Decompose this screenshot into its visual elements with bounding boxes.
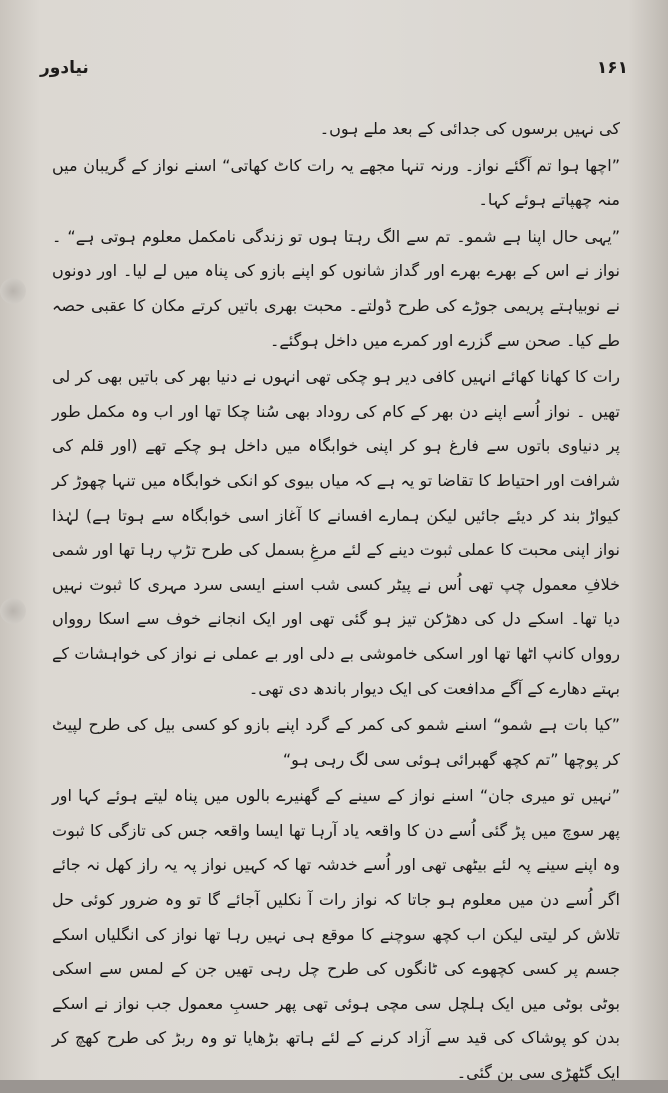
paragraph: ”نہیں تو میری جان“ اسنے نواز کے سینے کے گھنیرے بالوں میں پناہ لیتے ہوئے کہا اور پھر سوچ میں پڑ گئی اُسے دن کا واقعہ یاد آرہا تھا ایسا واقعہ جس کی تازگی کا ثبوت وہ اپنے سینے پہ لئے بیٹھی تھی اور اُسے خدشہ تھا کہ کہیں نواز پہ یہ راز کھل نہ جائے اگر اُسے دن میں معلوم ہو جاتا کہ نواز رات آ نکلیں آجائے گا تو وہ ضرور کوئی حل تلاش کر لیتی لیکن اب کچھ سوچنے کا موقع ہی نہیں رہا تھا نواز کی انگلیاں اسکے جسم پر کسی کچھوے کی ٹانگوں کی طرح چل رہی تھیں جن کے لمس سے اسکی بوٹی بوٹی میں ایک ہلچل سی مچی ہوئی تھی پھر حسبِ معمول جب نواز نے اسکے بدن کو پوشاک کی قید سے آزاد کرنے کے لئے ہاتھ بڑھایا تو وہ ربڑ کی طرح کھچ کر ایک گٹھڑی سی بن گئی۔	[52, 786, 620, 1083]
binding-hole	[0, 278, 26, 304]
binding-hole	[0, 598, 26, 624]
paragraph: ”اچھا ہوا تم آگئے نواز۔ ورنہ تنہا مجھے یہ رات کاٹ کھاتی“ اسنے نواز کے گریبان میں منہ چھپاتے ہوئے کہا۔	[52, 155, 620, 210]
magazine-title: نیادور	[40, 58, 89, 78]
paragraph: ”کیا بات ہے شمو“ اسنے شمو کی کمر کے گرد اپنے بازو کو کسی بیل کی طرح لپیٹ کر پوچھا ”تم کچھ گھبرائی ہوئی سی لگ رہی ہو“	[52, 715, 620, 769]
paragraph: کی نہیں برسوں کی جدائی کے بعد ملے ہوں۔	[319, 119, 620, 138]
paragraph: رات کا کھانا کھائے انہیں کافی دیر ہو چکی تھی انہوں نے دنیا بھر کی باتیں بھی کر لی تھیں ۔ نواز اُسے اپنے دن بھر کے کام کی روداد بھی سُنا چکا تھا اور اب وہ مکمل طور پر دنیاوی باتوں سے فارغ ہو کر اپنی خوابگاہ میں داخل ہو چکے تھے (اور قلم کی شرافت اور احتیاط کا تقاضا تو یہ ہے کہ میاں بیوی کو انکی خوابگاہ میں تنہا چھوڑ کر کیواڑ بند کر دیئے جائیں لیکن ہمارے افسانے کا آغاز اسی خوابگاہ سے ہوتا ہے) لہٰذا نواز اپنی محبت کا عملی ثبوت دینے کے لئے مرغِ بسمل کی طرح تڑپ رہا تھا اور شمی خلافِ معمول چپ تھی اُس نے پیٹر کسی شب اسنے ایسی سرد مہری کا ثبوت نہیں دیا تھا۔ اسکے دل کی دھڑکن تیز ہو گئی تھی اور ایک انجانے خوف سے اسکا روواں روواں کانپ اٹھا تھا اور اسکی خاموشی بے دلی اور بے عملی نے نواز کی خواہشات کے بہتے دھارے کے آگے مدافعت کی ایک دیوار باندھ دی تھی۔	[52, 367, 620, 698]
page-header	[40, 58, 628, 92]
page-number: ۱۶۱	[596, 58, 628, 78]
paragraph: ”یہی حال اپنا ہے شمو۔ تم سے الگ رہتا ہوں تو زندگی نامکمل معلوم ہوتی ہے“ ۔ نواز نے اس کے بھرے بھرے اور گداز شانوں کو اپنے بازو کی پناہ میں لے لیا۔ اور دونوں نے نوبیاہتے پریمی جوڑے کی طرح ڈولتے۔ محبت بھری باتیں کرتے مکان کا عقبی حصہ طے کیا۔ صحن سے گزرے اور کمرے میں داخل ہوگئے۔	[52, 226, 620, 350]
page-body	[52, 112, 620, 1093]
